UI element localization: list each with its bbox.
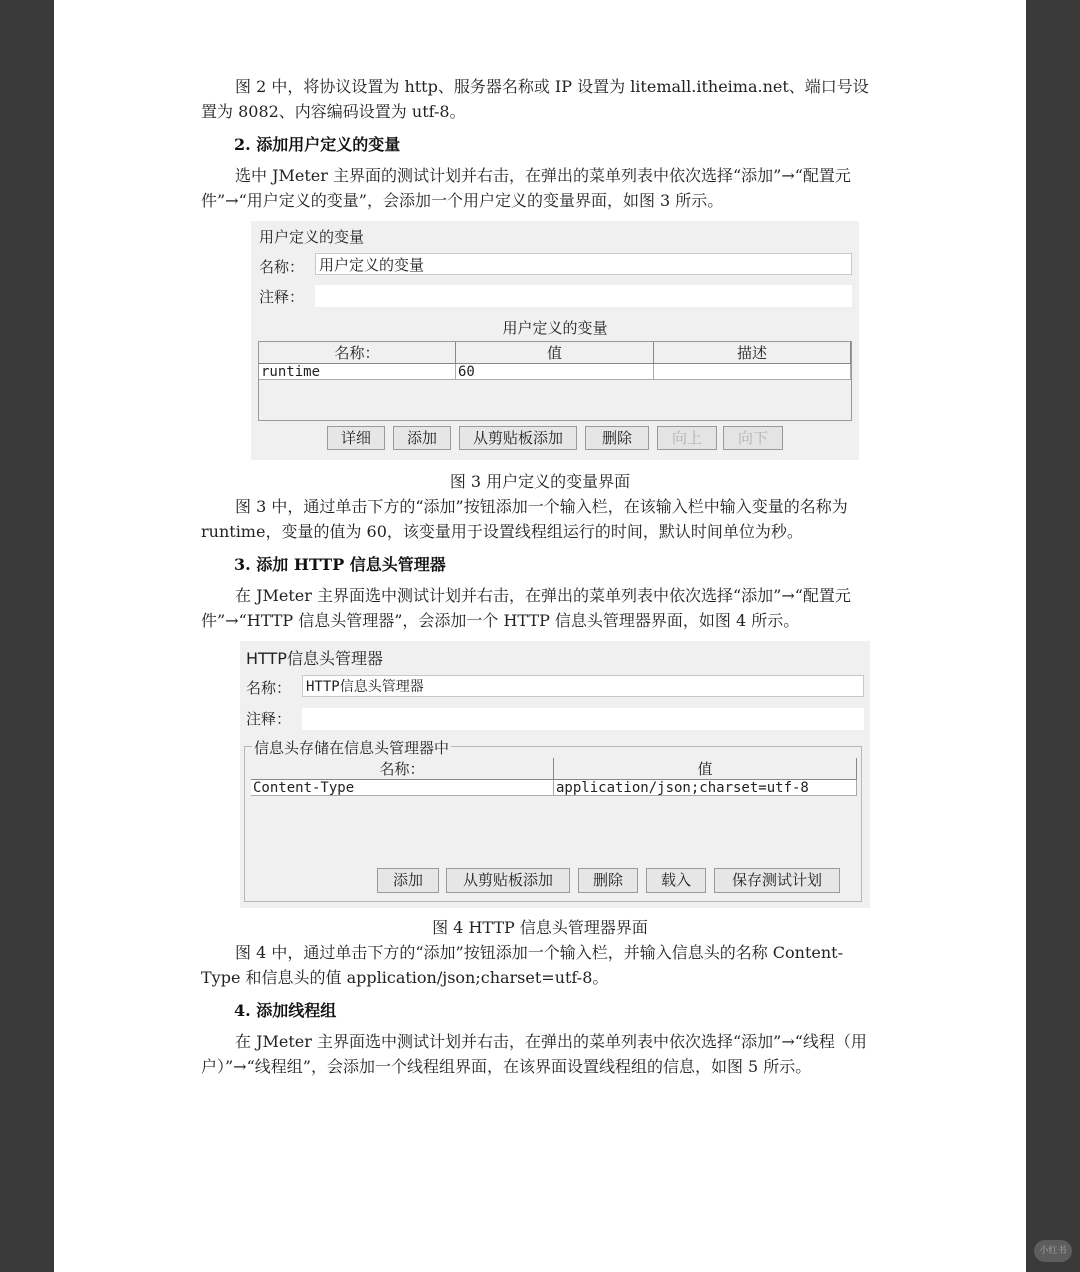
fig4-group-label: 信息头存储在信息头管理器中	[254, 739, 450, 757]
fig3-cell-desc[interactable]	[654, 364, 851, 380]
fig3-comment-label: 注释：	[259, 288, 305, 306]
fig4-col-value[interactable]: 值	[554, 758, 857, 780]
fig4-headers-table	[251, 758, 859, 798]
fig3-details-button[interactable]: 详细	[327, 426, 385, 450]
document-page	[54, 0, 1026, 1272]
fig4-delete-button[interactable]: 删除	[578, 868, 638, 893]
fig4-col-name[interactable]: 名称：	[251, 758, 554, 780]
fig3-move-down-button[interactable]: 向下	[723, 426, 783, 450]
fig3-add-from-clipboard-button[interactable]: 从剪贴板添加	[459, 426, 577, 450]
fig4-add-from-clipboard-button[interactable]: 从剪贴板添加	[446, 868, 570, 893]
fig4-cell-value[interactable]: application/json;charset=utf-8	[554, 780, 857, 796]
fig3-col-desc[interactable]: 描述	[654, 342, 851, 364]
fig3-cell-value[interactable]: 60	[456, 364, 654, 380]
fig3-name-input[interactable]: 用户定义的变量	[315, 253, 852, 275]
fig3-col-name[interactable]: 名称：	[259, 342, 456, 364]
fig4-load-button[interactable]: 载入	[646, 868, 706, 893]
figure-3-caption: 图 3 用户定义的变量界面	[449, 472, 631, 491]
fig3-title: 用户定义的变量	[259, 228, 365, 246]
fig4-name-input[interactable]: HTTP信息头管理器	[302, 675, 864, 697]
heading-4: 4. 添加线程组	[234, 1001, 337, 1020]
figure-4-http-header-manager	[240, 641, 870, 908]
fig3-name-label: 名称：	[259, 258, 305, 276]
fig3-col-value[interactable]: 值	[456, 342, 654, 364]
fig4-add-button[interactable]: 添加	[377, 868, 439, 893]
fig3-comment-input[interactable]	[315, 285, 852, 307]
fig3-delete-button[interactable]: 删除	[585, 426, 649, 450]
fig4-cell-name[interactable]: Content-Type	[251, 780, 554, 796]
fig4-name-label: 名称：	[246, 679, 292, 697]
paragraph-2: 选中 JMeter 主界面的测试计划并右击，在弹出的菜单列表中依次选择“添加”→“配置元件”→“用户定义的变量”，会添加一个用户定义的变量界面，如图 3 所示。	[201, 166, 851, 210]
figure-3-user-defined-variables	[251, 221, 859, 460]
fig4-save-test-plan-button[interactable]: 保存测试计划	[714, 868, 840, 893]
paragraph-4: 在 JMeter 主界面选中测试计划并右击，在弹出的菜单列表中依次选择“添加”→“配置元件”→“HTTP 信息头管理器”，会添加一个 HTTP 信息头管理器界面，如图 4 所示。	[201, 586, 851, 630]
figure-4-caption: 图 4 HTTP 信息头管理器界面	[432, 918, 648, 937]
fig4-comment-input[interactable]	[302, 708, 864, 730]
fig4-title: HTTP信息头管理器	[246, 649, 383, 668]
fig3-variables-table	[258, 341, 852, 421]
heading-3: 3. 添加 HTTP 信息头管理器	[234, 555, 446, 574]
paragraph-5: 图 4 中，通过单击下方的“添加”按钮添加一个输入栏，并输入信息头的名称 Content-Type 和信息头的值 application/json;charset=utf-8。	[201, 943, 844, 987]
heading-2: 2. 添加用户定义的变量	[234, 135, 401, 154]
watermark-badge: 小红书	[1034, 1240, 1072, 1262]
fig3-table-title: 用户定义的变量	[502, 319, 608, 337]
fig3-add-button[interactable]: 添加	[393, 426, 451, 450]
fig3-move-up-button[interactable]: 向上	[657, 426, 717, 450]
paragraph-6: 在 JMeter 主界面选中测试计划并右击，在弹出的菜单列表中依次选择“添加”→“线程（用户）”→“线程组”，会添加一个线程组界面，在该界面设置线程组的信息，如图 5 所示。	[201, 1032, 867, 1076]
fig3-cell-name[interactable]: runtime	[259, 364, 456, 380]
fig4-comment-label: 注释：	[246, 710, 292, 728]
paragraph-3: 图 3 中，通过单击下方的“添加”按钮添加一个输入栏，在该输入栏中输入变量的名称为 runtime，变量的值为 60，该变量用于设置线程组运行的时间，默认时间单位为秒。	[201, 497, 848, 541]
paragraph-1: 图 2 中，将协议设置为 http、服务器名称或 IP 设置为 litemall.itheima.net、端口号设置为 8082、内容编码设置为 utf-8。	[201, 77, 869, 121]
